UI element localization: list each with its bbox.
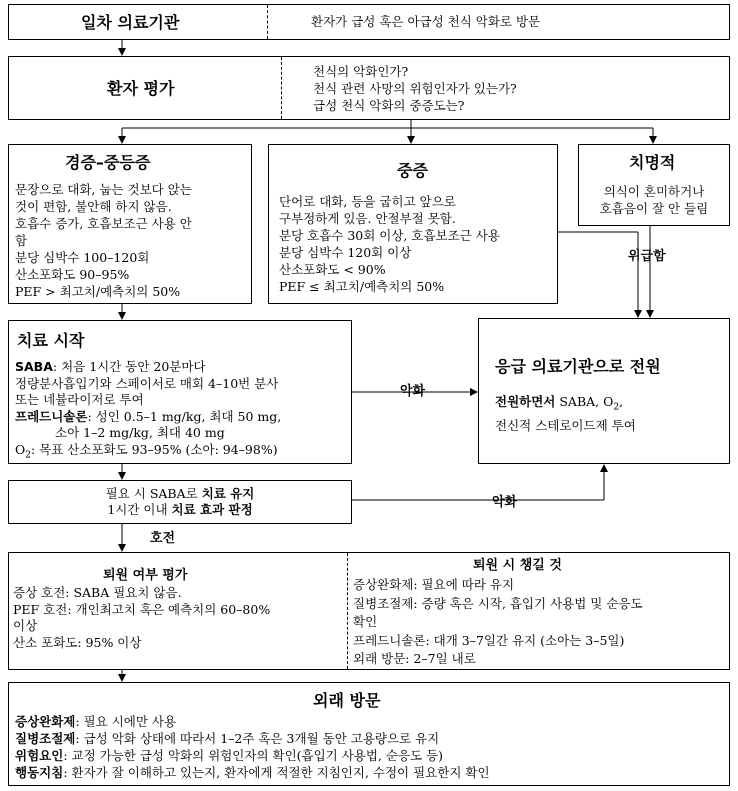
emergency-transfer-title: 응급 의료기관으로 전원 (495, 357, 661, 376)
treatment-start-box (8, 320, 352, 464)
criterion: 분당 심박수 100–120회 (15, 250, 150, 265)
divider (347, 553, 348, 669)
treatment-details (15, 359, 281, 464)
followup-box (8, 682, 730, 786)
primary-care-box (8, 4, 730, 40)
criterion: 산소 포화도: 95% 이상 (13, 634, 142, 650)
severe-title: 중증 (397, 161, 428, 180)
transfer-details (495, 393, 636, 435)
followup-item (15, 764, 490, 781)
check-item: 증상완화제: 필요에 따라 유지 (353, 577, 515, 592)
assessment-questions (313, 63, 517, 114)
maintain-text-b: 1시간 이내 (107, 502, 172, 517)
followup-item-label: 행동지침 (15, 765, 64, 780)
criterion: 호흡음이 잘 안 들림 (599, 201, 709, 216)
criterion: 증상 호전: SABA 필요치 않음. (13, 585, 182, 600)
maintain-text-a: 필요 시 SABA로 (105, 486, 202, 501)
check-item: 프레드니솔론: 대개 3–7일간 유지 (소아는 3–5일) (353, 632, 625, 648)
label-improve: 호전 (150, 531, 176, 546)
nebulizer-line: 또는 네뷸라이저로 투여 (15, 392, 144, 407)
transfer-line-1 (495, 393, 636, 417)
severe-box (268, 144, 558, 304)
criterion: PEF > 최고치/예측치의 50% (15, 284, 181, 299)
assessment-box (8, 56, 730, 120)
criterion: 의식이 혼미하거나 (603, 184, 705, 199)
divider (267, 5, 268, 39)
transfer-line-2: 전신적 스테로이드제 투여 (495, 417, 636, 433)
saba-text: : 처음 1시간 동안 20분마다 (52, 359, 206, 374)
discharge-check-items (353, 576, 643, 669)
mild-moderate-box (8, 144, 252, 304)
followup-item-label: 증상완화제 (15, 714, 76, 729)
followup-item (15, 747, 490, 764)
primary-care-title: 일차 의료기관 (81, 13, 180, 32)
divider (281, 57, 282, 119)
primary-care-desc: 환자가 급성 혹은 아급성 천식 악화로 방문 (311, 14, 541, 29)
criterion: 산소포화도 < 90% (279, 262, 386, 277)
question: 급성 천식 악화의 중증도는? (313, 98, 465, 113)
severe-criteria (279, 193, 500, 295)
criterion: 문장으로 대화, 눕는 것보다 앉는 (15, 182, 192, 197)
followup-item (15, 730, 490, 747)
criterion: 산소포화도 90–95% (15, 267, 130, 282)
discharge-check-title: 퇴원 시 챙길 것 (473, 558, 562, 573)
oxygen-text: : 목표 산소포화도 93–95% (소아: 94–98%) (30, 441, 278, 457)
discharge-box (8, 552, 730, 670)
criterion: 것이 편함, 불안해 하지 않음. (15, 199, 172, 214)
criterion: 구부정하게 있음. 안절부절 못함. (279, 211, 456, 226)
maintain-bold-a: 치료 유지 (201, 486, 255, 501)
followup-item-label: 위험요인 (15, 748, 64, 763)
criterion: 분당 호흡수 30회 이상, 호흡보조근 사용 (279, 228, 500, 243)
saba-line (15, 359, 281, 376)
check-item: 질병조절제: 증량 혹은 시작, 흡입기 사용법 및 순응도 (353, 595, 643, 611)
followup-item-text: : 급성 악화 상태에 따라서 1–2주 혹은 3개월 동안 고용량으로 유지 (75, 731, 440, 746)
prednisolone-label: 프레드니솔론 (15, 408, 88, 424)
maintain-treatment-box (8, 480, 352, 524)
criterion: 함 (15, 233, 28, 248)
followup-title: 외래 방문 (313, 691, 381, 710)
maintain-line-1 (9, 486, 351, 502)
prednisolone-text: : 성인 0.5–1 mg/kg, 최대 50 mg, (87, 408, 282, 424)
life-threatening-box (578, 144, 730, 226)
criterion: 단어로 대화, 등을 굽히고 앞으로 (279, 194, 456, 209)
check-item: 확인 (353, 614, 378, 629)
criterion: 호흡수 증가, 호흡보조근 사용 안 (15, 216, 192, 231)
question: 천식 관련 사망의 위험인자가 있는가? (313, 81, 517, 96)
label-worsen: 악화 (400, 384, 426, 399)
life-threatening-criteria (579, 183, 729, 217)
followup-item-text: : 교정 가능한 급성 악화의 위험인자의 확인(흡입기 사용법, 순응도 등) (63, 748, 444, 763)
criterion: PEF 호전: 개인최고치 혹은 예측치의 60–80% (13, 601, 271, 617)
treatment-start-title: 치료 시작 (17, 331, 85, 350)
criterion: 이상 (13, 618, 38, 633)
mild-moderate-criteria (15, 181, 192, 300)
maintain-bold-b: 치료 효과 판정 (171, 502, 253, 517)
criterion: 분당 심박수 120회 이상 (279, 245, 412, 260)
discharge-eval-criteria (13, 585, 270, 651)
question: 천식의 악화인가? (313, 64, 409, 79)
criterion: PEF ≤ 최고치/예측치의 50% (279, 279, 445, 294)
followup-items (15, 713, 490, 781)
transfer-text: SABA, O (555, 394, 614, 409)
label-worsen: 악화 (492, 495, 518, 510)
mild-moderate-title: 경증–중등증 (65, 153, 151, 172)
followup-item-label: 질병조절제 (15, 731, 76, 746)
oxygen-label: O (15, 441, 26, 457)
transfer-comma: , (619, 394, 624, 409)
oxygen-subscript: 2 (25, 450, 31, 460)
prednisolone-line (15, 409, 281, 426)
followup-item-text: : 환자가 잘 이해하고 있는지, 환자에게 적절한 지침인지, 수정이 필요한지 확인 (63, 765, 490, 780)
assessment-title: 환자 평가 (107, 79, 175, 98)
life-threatening-title: 치명적 (629, 153, 676, 172)
transfer-bold: 전원하면서 (495, 394, 556, 409)
maintain-text (9, 486, 351, 518)
emergency-transfer-box (478, 318, 730, 464)
prednisolone-child-line: 소아 1–2 mg/kg, 최대 40 mg (55, 425, 225, 440)
oxygen-line (15, 442, 281, 464)
followup-item-text: : 필요 시에만 사용 (75, 714, 177, 729)
followup-item (15, 713, 490, 730)
saba-label: SABA (15, 359, 53, 374)
label-emergency: 위급함 (628, 249, 666, 264)
check-item: 외래 방문: 2–7일 내로 (353, 651, 476, 666)
discharge-eval-title: 퇴원 여부 평가 (103, 568, 188, 583)
mdi-line: 정량분사흡입기와 스페이서로 매회 4–10번 분사 (15, 375, 279, 391)
oxygen-subscript: 2 (613, 402, 620, 413)
maintain-line-2 (9, 502, 351, 518)
